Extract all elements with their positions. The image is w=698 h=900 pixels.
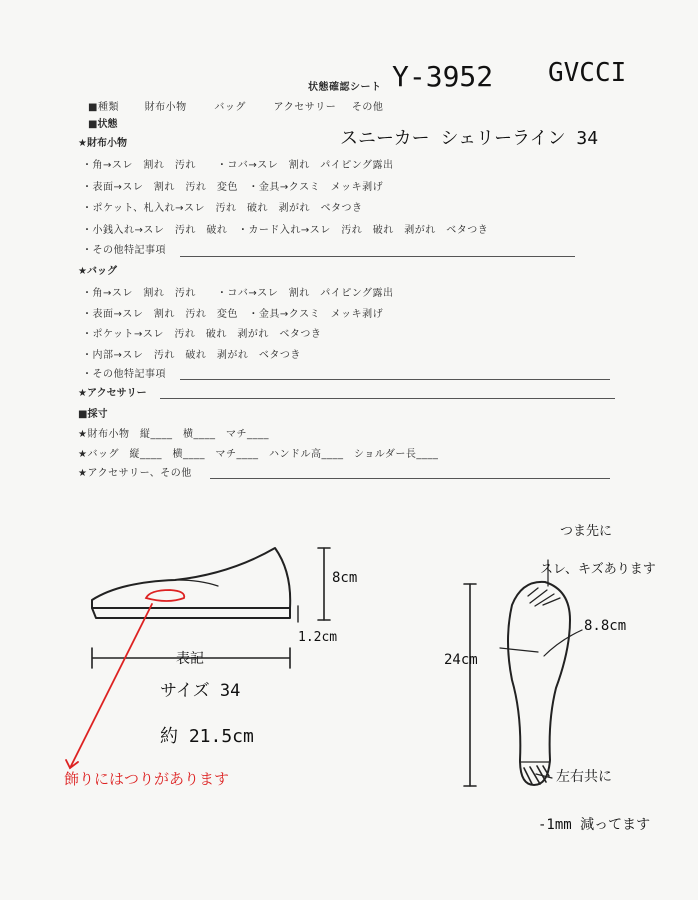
heel-note-line-2: -1mm 減ってます (538, 817, 651, 833)
category-accessory: アクセサリー (273, 102, 337, 113)
wallet-row-5: ・その他特記事項 (82, 245, 166, 256)
sole-top-outline (508, 582, 570, 785)
bag-row-5: ・その他特記事項 (82, 369, 166, 380)
size-marker-label: 表記 (176, 651, 204, 667)
outsole-length-label: 24cm (444, 652, 478, 668)
shoe-side-outline (92, 548, 290, 608)
ornament-note: 飾りにはつりがあります (64, 770, 230, 788)
measure-other: ★アクセサリー、その他 (78, 468, 192, 479)
toe-note-line-2: スレ、キズあります (540, 562, 656, 577)
category-label: ■種類 (88, 102, 119, 113)
height-label: 8cm (332, 570, 358, 586)
bag-row-2: ・表面→スレ 割れ 汚れ 変色 ・金具→クスミ メッキ剥げ (82, 309, 384, 320)
width-label: 8.8cm (584, 618, 627, 634)
bag-heading: ★バッグ (78, 266, 117, 277)
sole-thickness-label: 1.2cm (298, 630, 338, 645)
item-code: Y-3952 (392, 60, 494, 93)
category-bag: バッグ (214, 102, 246, 113)
ornament-pointer (70, 604, 152, 768)
toe-note-line-1: つま先に (560, 524, 613, 539)
wallet-row-4: ・小銭入れ→スレ 汚れ 破れ ・カード入れ→スレ 汚れ 破れ 剥がれ ベタつき (82, 225, 489, 236)
measure-heading: ■採寸 (78, 409, 108, 420)
brand-name: GVCCI (548, 58, 627, 88)
category-other: その他 (351, 102, 384, 113)
status-heading: ■状態 (88, 119, 118, 130)
accessory-heading: ★アクセサリー (78, 388, 147, 399)
wallet-row-3: ・ポケット、札入れ→スレ 汚れ 破れ 剥がれ ベタつき (82, 203, 363, 214)
bag-row-3: ・ポケット→スレ 汚れ 破れ 剥がれ ベタつき (82, 329, 322, 340)
size-label: サイズ 34 (160, 681, 241, 701)
wallet-heading: ★財布小物 (78, 138, 127, 149)
ornament-mark (146, 590, 184, 601)
item-description: スニーカー シェリーライン 34 (340, 128, 599, 149)
bag-row-4: ・内部→スレ 汚れ 破れ 剥がれ ベタつき (82, 350, 301, 361)
wallet-row-1: ・角→スレ 割れ 汚れ ・コバ→スレ 割れ パイピング露出 (82, 160, 394, 171)
sheet-title: 状態確認シート (308, 82, 382, 93)
bag-row-1: ・角→スレ 割れ 汚れ ・コバ→スレ 割れ パイピング露出 (82, 288, 394, 299)
wallet-row-2: ・表面→スレ 割れ 汚れ 変色 ・金具→クスミ メッキ剥げ (82, 182, 384, 193)
length-label: 約 21.5cm (160, 726, 254, 747)
measure-bag: ★バッグ 縦____ 横____ マチ____ ハンドル高____ ショルダー長____ (78, 449, 439, 460)
category-wallet: 財布小物 (144, 102, 187, 113)
measure-wallet: ★財布小物 縦____ 横____ マチ____ (78, 429, 269, 440)
heel-note-line-1: 左右共に (556, 769, 612, 785)
